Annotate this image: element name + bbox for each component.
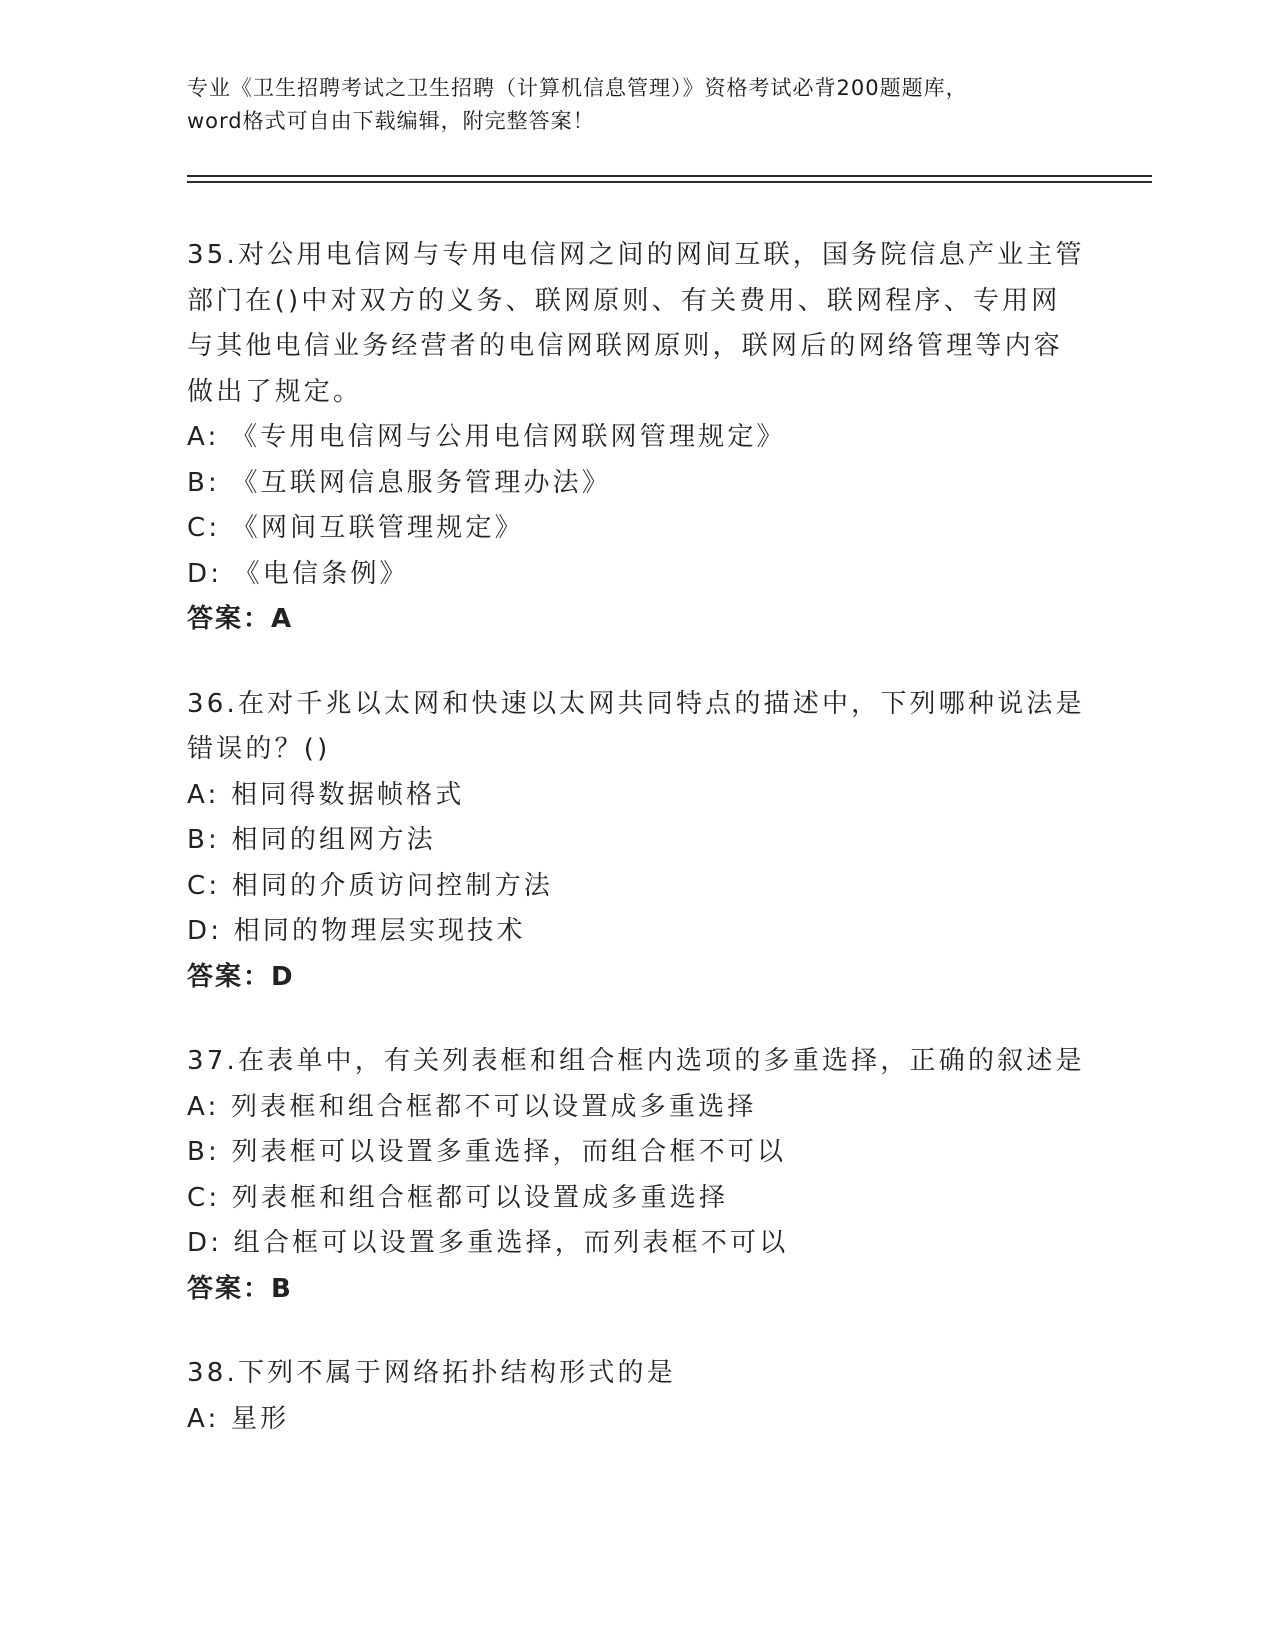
option-d: D: 相同的物理层实现技术 [187,916,526,946]
question-35 [187,233,1147,643]
option-a: A: 星形 [187,1403,290,1434]
option-b: B: 《互联网信息服务管理办法》 [187,467,612,498]
question-38 [187,1351,1147,1442]
option-c: C: 列表框和组合框都可以设置成多重选择 [187,1182,729,1213]
document-header [187,72,1087,138]
header-divider-top [187,175,1152,177]
option-a: A: 相同得数据帧格式 [187,779,465,810]
answer-label: 答案：D [187,961,295,992]
question-stem-line: 错误的？() [187,734,331,764]
option-d: D: 组合框可以设置多重选择，而列表框不可以 [187,1228,789,1258]
question-stem-line: 做出了规定。 [187,376,363,407]
option-d: D: 《电信条例》 [187,558,409,589]
question-stem-line: 36.在对千兆以太网和快速以太网共同特点的描述中，下列哪种说法是 [187,688,1085,719]
answer-label: 答案：A [187,604,294,634]
option-a: A: 列表框和组合框都不可以设置成多重选择 [187,1091,757,1122]
option-a: A: 《专用电信网与公用电信网联网管理规定》 [187,422,786,452]
question-stem-line: 与其他电信业务经营者的电信网联网原则，联网后的网络管理等内容 [187,331,1064,361]
option-b: B: 相同的组网方法 [187,825,436,855]
option-b: B: 列表框可以设置多重选择，而组合框不可以 [187,1137,787,1167]
question-36 [187,682,1147,1001]
option-c: C: 《网间互联管理规定》 [187,513,524,543]
question-stem-line: 37.在表单中，有关列表框和组合框内选项的多重选择，正确的叙述是 [187,1046,1085,1076]
question-stem-line: 38.下列不属于网络拓扑结构形式的是 [187,1358,676,1388]
header-line-1: 专业《卫生招聘考试之卫生招聘（计算机信息管理）》资格考试必背200题题库， [187,76,968,100]
answer-label: 答案：B [187,1273,293,1304]
question-stem-line: 部门在()中对双方的义务、联网原则、有关费用、联网程序、专用网 [187,285,1061,316]
question-list [187,233,1147,1481]
header-line-2: word格式可自由下载编辑，附完整答案！ [187,109,595,133]
option-c: C: 相同的介质访问控制方法 [187,870,553,901]
question-stem-line: 35.对公用电信网与专用电信网之间的网间互联，国务院信息产业主管 [187,240,1085,270]
question-37 [187,1039,1147,1312]
header-divider-bottom [187,181,1152,183]
